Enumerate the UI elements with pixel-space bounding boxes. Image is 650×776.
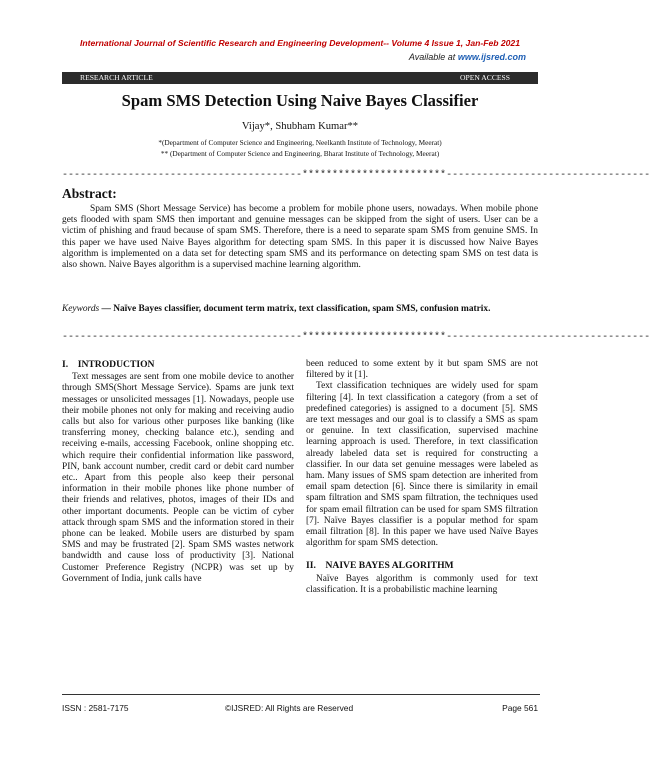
keywords-value: — Naïve Bayes classifier, document term matrix, text classification, spam SMS, confusion matrix. (101, 304, 491, 314)
footer-rights: ©IJSRED: All Rights are Reserved (225, 703, 354, 713)
section-naive-bayes-heading: II. NAIVE BAYES ALGORITHM (306, 560, 454, 572)
paper-authors: Vijay*, Shubham Kumar** (241, 121, 359, 132)
availability-line (409, 52, 526, 62)
footer-page-number: Page 561 (502, 703, 538, 713)
column-left (62, 359, 294, 585)
research-article-label: RESEARCH ARTICLE (80, 73, 153, 82)
abstract-heading: Abstract: (62, 186, 117, 201)
keywords (62, 304, 538, 315)
journal-url-link[interactable]: www.ijsred.com (457, 52, 526, 62)
available-prefix: Available at (408, 52, 456, 62)
footer-issn: ISSN : 2581-7175 (62, 703, 129, 713)
affiliation-2: ** (Department of Computer Science and Engineering, Bharat Institute of Technology, Meerat) (160, 149, 440, 158)
abstract-body (62, 204, 538, 271)
naive-bayes-paragraph-1: Naïve Bayes algorithm is commonly used for text classification. It is a probabilistic machine learning (306, 573, 538, 595)
paper-title: Spam SMS Detection Using Naive Bayes Classifier (121, 91, 479, 110)
affiliation-1: *(Department of Computer Science and Engineering, Neelkanth Institute of Technology, Meerat) (158, 138, 442, 147)
keywords-label: Keywords (62, 304, 100, 314)
separator-bottom: ----------------------------------------************************---------------------------------- (62, 332, 650, 343)
journal-header: International Journal of Scientific Research and Engineering Development-- Volume 4 Issue 1, Jan-Feb 2021 (80, 38, 520, 48)
introduction-continued: been reduced to some extent by it but spam SMS are not filtered by it [1]. (306, 359, 538, 381)
footer-divider (62, 694, 540, 695)
introduction-paragraph-2: Text classification techniques are widely used for spam filtering [4]. In text classification a category (from a set of predefined categories) is assigned to a document [5]. SMS are text messages and our goal is to classify a SMS as spam or genuine. In text classification, supervised machine learning approach is used. Therefore, in text classification already labeled data set is required for constructing a classifier. In our data set genuine messages were labeled as ham. Many issues of SMS spam detection are inherited from email spam detection [6]. Since there is similarity in email spam filtration and SMS spam filtration, the techniques used for spam email filtration can be used for spam SMS filtration [7]. Naïve Bayes classifier is a popular method for spam email filtration [8]. In this paper we have used Naïve Bayes algorithm for spam SMS detection. (306, 381, 538, 549)
separator-top: ----------------------------------------************************---------------------------------- (62, 170, 650, 181)
open-access-label: OPEN ACCESS (459, 73, 510, 82)
column-right (306, 359, 538, 596)
section-introduction-heading: I. INTRODUCTION (62, 359, 155, 370)
article-type-bar (62, 72, 538, 84)
introduction-paragraph-1: Text messages are sent from one mobile device to another through SMS(Short Message Service). Spams are junk text messages or unsolicited messages [1]. Nowadays, people use their mobile phones not only for making and receiving audio calls but also for various other purposes like banking (like transferring money, checking balance etc.), sending and receiving e-mails, accessing Facebook, online shopping etc. which require their confidential information like password, PIN, bank account number, credit card or debit card number etc.. Apart from this people also keep their personal information in their mobile phones like phone number of their friends and relatives, photos, images of their IDs and other important documents. People can be victim of cyber attack through spam SMS and the information stored in their phone can be leaked. Mobile users are disturbed by spam SMS and may be frustrated [2]. Spam SMS wastes network bandwidth and cause loss of productivity [3]. National Customer Preference Registry (NCPR) was set up by Government of India, junk calls have (62, 372, 294, 584)
abstract-text: Spam SMS (Short Message Service) has become a problem for mobile phone users, nowadays. When mobile phone gets flooded with spam SMS then important and genuine messages can be skipped from the sight of users. User can be a victim of phishing and fraud because of spam SMS. Therefore, there is a need to separate spam SMS from genuine SMS. In this paper we have used Naive Bayes algorithm for detecting spam SMS. In this paper it is discussed how Naive Bayes algorithm is implemented on a data set for detecting spam SMS and its performance on detecting spam SMS on test data is also shown. Naive Bayes algorithm is a supervised machine learning algorithm. (62, 204, 538, 271)
